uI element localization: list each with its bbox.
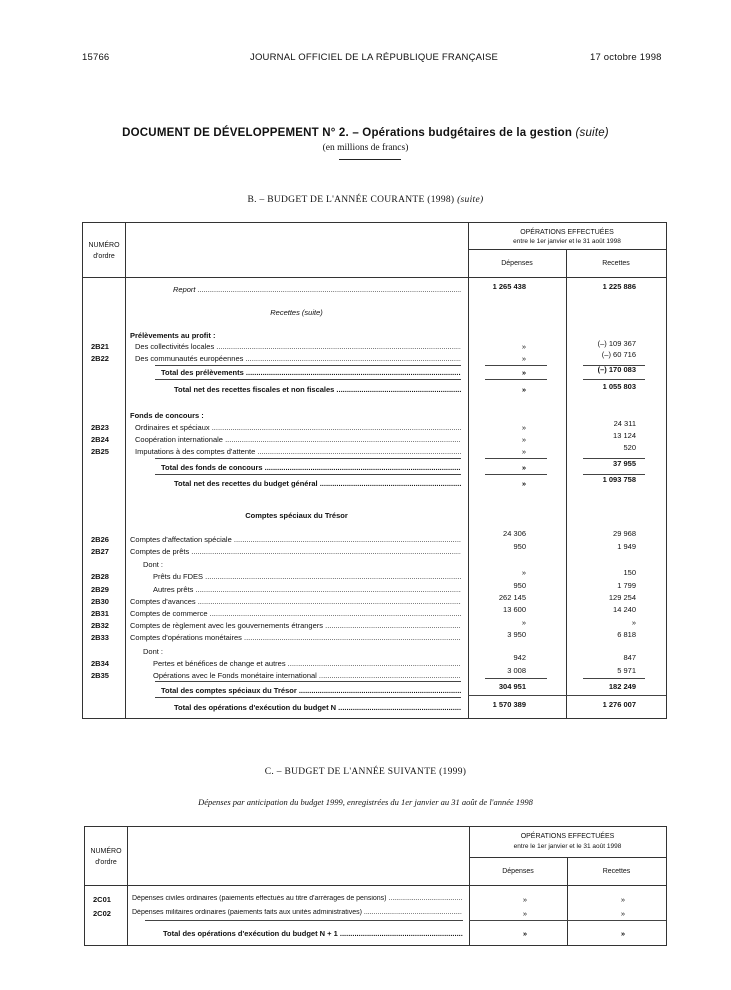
row-rec: (–) 109 367 (597, 339, 636, 348)
fonds-head: Fonds de concours : (130, 411, 204, 420)
total-fonds-dep: » (521, 463, 526, 472)
total-n1-rec: » (620, 929, 625, 938)
section-b-suite: (suite) (457, 195, 484, 205)
recettes-suite: Recettes (suite) (270, 308, 323, 317)
dont-label: Dont : (143, 560, 164, 569)
row-code: 2B29 (91, 585, 109, 594)
total-fonds-rec: 37 955 (613, 459, 636, 468)
row-dep: » (521, 435, 526, 444)
journal-title: JOURNAL OFFICIEL DE LA RÉPUBLIQUE FRANÇAISE (250, 52, 499, 63)
header-depenses: Dépenses (501, 260, 533, 267)
header-ordre: d'ordre (95, 859, 117, 866)
row-code: 2B26 (91, 535, 109, 544)
comptes-speciaux-head: Comptes spéciaux du Trésor (245, 511, 348, 520)
total-prelevements-dep: » (521, 368, 526, 377)
row-code: 2C01 (93, 895, 111, 904)
units-note: (en millions de francs) (322, 143, 409, 153)
row-code: 2C02 (93, 909, 111, 918)
row-code: 2B31 (91, 609, 109, 618)
row-rec: 5 971 (617, 666, 636, 675)
dont-label: Dont : (143, 647, 164, 656)
document-title-suite: (suite) (575, 127, 609, 139)
title-rule (339, 159, 401, 160)
header-numero: NUMÉRO (88, 242, 120, 249)
row-label: Des communautés européennes ..... (135, 354, 461, 363)
row-rec: 150 (623, 568, 636, 577)
row-label: Comptes de prêts ..... (130, 547, 461, 556)
row-label: Comptes de règlement avec les gouvernements étrangers ..... (130, 621, 461, 630)
table-b (82, 222, 667, 719)
row-rec: » (620, 909, 625, 918)
row-code: 2B21 (91, 342, 109, 351)
row-dep: 24 306 (503, 529, 526, 538)
total-comptes-speciaux-label: Total des comptes spéciaux du Trésor ..... (161, 686, 461, 695)
document-title-text: DOCUMENT DE DÉVELOPPEMENT N° 2. – Opérations budgétaires de la gestion (122, 127, 573, 139)
row-rec: 129 254 (608, 593, 636, 602)
total-net-fiscales-dep: » (521, 385, 526, 394)
row-dep: » (521, 354, 526, 363)
row-dep: 942 (513, 653, 526, 662)
section-c-note: Dépenses par anticipation du budget 1999, enregistrées du 1er janvier au 31 août de l'année 1998 (198, 797, 533, 807)
row-rec: 29 968 (613, 529, 636, 538)
prelevements-head: Prélèvements au profit : (130, 331, 216, 340)
row-label: Pertes et bénéfices de change et autres ..... (153, 659, 461, 668)
row-code: 2B27 (91, 547, 109, 556)
row-code: 2B25 (91, 447, 109, 456)
page-number: 15766 (82, 52, 110, 63)
row-label: Comptes d'affectation spéciale ..... (130, 535, 461, 544)
header-recettes: Recettes (602, 260, 630, 267)
total-execution-dep: 1 570 389 (492, 700, 526, 709)
row-rec: » (620, 895, 625, 904)
row-rec: 1 799 (617, 581, 636, 590)
table-c (84, 826, 667, 946)
row-rec: 1 949 (617, 542, 636, 551)
row-dep: » (521, 568, 526, 577)
total-execution-label: Total des opérations d'exécution du budget N ..... (174, 703, 461, 712)
row-label: Autres prêts ..... (153, 585, 461, 594)
section-b-title (0, 195, 731, 205)
row-code: 2B32 (91, 621, 109, 630)
row-rec: 847 (623, 653, 636, 662)
row-label: Dépenses civiles ordinaires (paiements effectués au titre d'arrérages de pensions) ..... (132, 895, 462, 902)
report-rec: 1 225 886 (602, 282, 636, 291)
row-rec: 6 818 (617, 630, 636, 639)
header-period: entre le 1er janvier et le 31 août 1998 (513, 843, 622, 850)
header-operations: OPÉRATIONS EFFECTUÉES (520, 229, 614, 236)
row-label: Prêts du FDES ..... (153, 572, 461, 581)
total-prelevements-rec: (–) 170 083 (597, 365, 636, 374)
total-net-fiscales-rec: 1 055 803 (602, 382, 636, 391)
total-net-general-label: Total net des recettes du budget général ..... (174, 479, 461, 488)
total-n1-dep: » (522, 929, 527, 938)
document-title (0, 127, 731, 139)
row-code: 2B22 (91, 354, 109, 363)
total-net-general-rec: 1 093 758 (602, 475, 636, 484)
total-net-general-dep: » (521, 479, 526, 488)
row-code: 2B23 (91, 423, 109, 432)
row-dep: 3 008 (507, 666, 526, 675)
row-rec: 520 (623, 443, 636, 452)
row-rec: 14 240 (613, 605, 636, 614)
row-code: 2B33 (91, 633, 109, 642)
row-code: 2B35 (91, 671, 109, 680)
row-label: Ordinaires et spéciaux ..... (135, 423, 461, 432)
row-dep: » (522, 895, 527, 904)
row-dep: 262 145 (498, 593, 526, 602)
total-net-fiscales-label: Total net des recettes fiscales et non fiscales ..... (174, 385, 461, 394)
row-dep: » (521, 342, 526, 351)
row-label: Des collectivités locales ..... (135, 342, 461, 351)
total-n1-label: Total des opérations d'exécution du budget N + 1 ..... (163, 929, 463, 938)
header-numero: NUMÉRO (90, 848, 122, 855)
total-fonds-label: Total des fonds de concours ..... (161, 463, 461, 472)
issue-date: 17 octobre 1998 (590, 52, 662, 63)
row-dep: 950 (513, 581, 526, 590)
row-code: 2B24 (91, 435, 109, 444)
row-dep: » (521, 423, 526, 432)
header-depenses: Dépenses (502, 868, 534, 875)
row-rec: (–) 60 716 (601, 350, 636, 359)
section-b-title-text: B. – BUDGET DE L'ANNÉE COURANTE (1998) (247, 195, 455, 205)
row-dep: 3 950 (507, 630, 526, 639)
row-rec: » (631, 618, 636, 627)
total-comptes-speciaux-dep: 304 951 (498, 682, 526, 691)
report-label: Report ..... (173, 285, 461, 294)
row-dep: » (522, 909, 527, 918)
section-c-title: C. – BUDGET DE L'ANNÉE SUIVANTE (1999) (264, 767, 467, 777)
total-prelevements-label: Total des prélèvements ..... (161, 368, 461, 377)
row-dep: » (521, 618, 526, 627)
row-label: Comptes de commerce ..... (130, 609, 461, 618)
header-recettes: Recettes (602, 868, 631, 875)
row-dep: » (521, 447, 526, 456)
row-rec: 24 311 (613, 419, 636, 428)
row-code: 2B30 (91, 597, 109, 606)
row-code: 2B34 (91, 659, 109, 668)
row-label: Comptes d'opérations monétaires ..... (130, 633, 461, 642)
row-label: Dépenses militaires ordinaires (paiements faits aux unités administratives) ..... (132, 909, 462, 916)
row-label: Coopération internationale ..... (135, 435, 461, 444)
total-execution-rec: 1 276 007 (602, 700, 636, 709)
row-rec: 13 124 (613, 431, 636, 440)
report-dep: 1 265 438 (492, 282, 526, 291)
row-label: Imputations à des comptes d'attente ..... (135, 447, 461, 456)
row-dep: 13 600 (503, 605, 526, 614)
header-ordre: d'ordre (93, 253, 115, 260)
header-operations: OPÉRATIONS EFFECTUÉES (520, 833, 615, 840)
header-period: entre le 1er janvier et le 31 août 1998 (513, 238, 621, 245)
row-label: Opérations avec le Fonds monétaire international ..... (153, 671, 461, 680)
total-comptes-speciaux-rec: 182 249 (608, 682, 636, 691)
row-dep: 950 (513, 542, 526, 551)
row-label: Comptes d'avances ..... (130, 597, 461, 606)
row-code: 2B28 (91, 572, 109, 581)
